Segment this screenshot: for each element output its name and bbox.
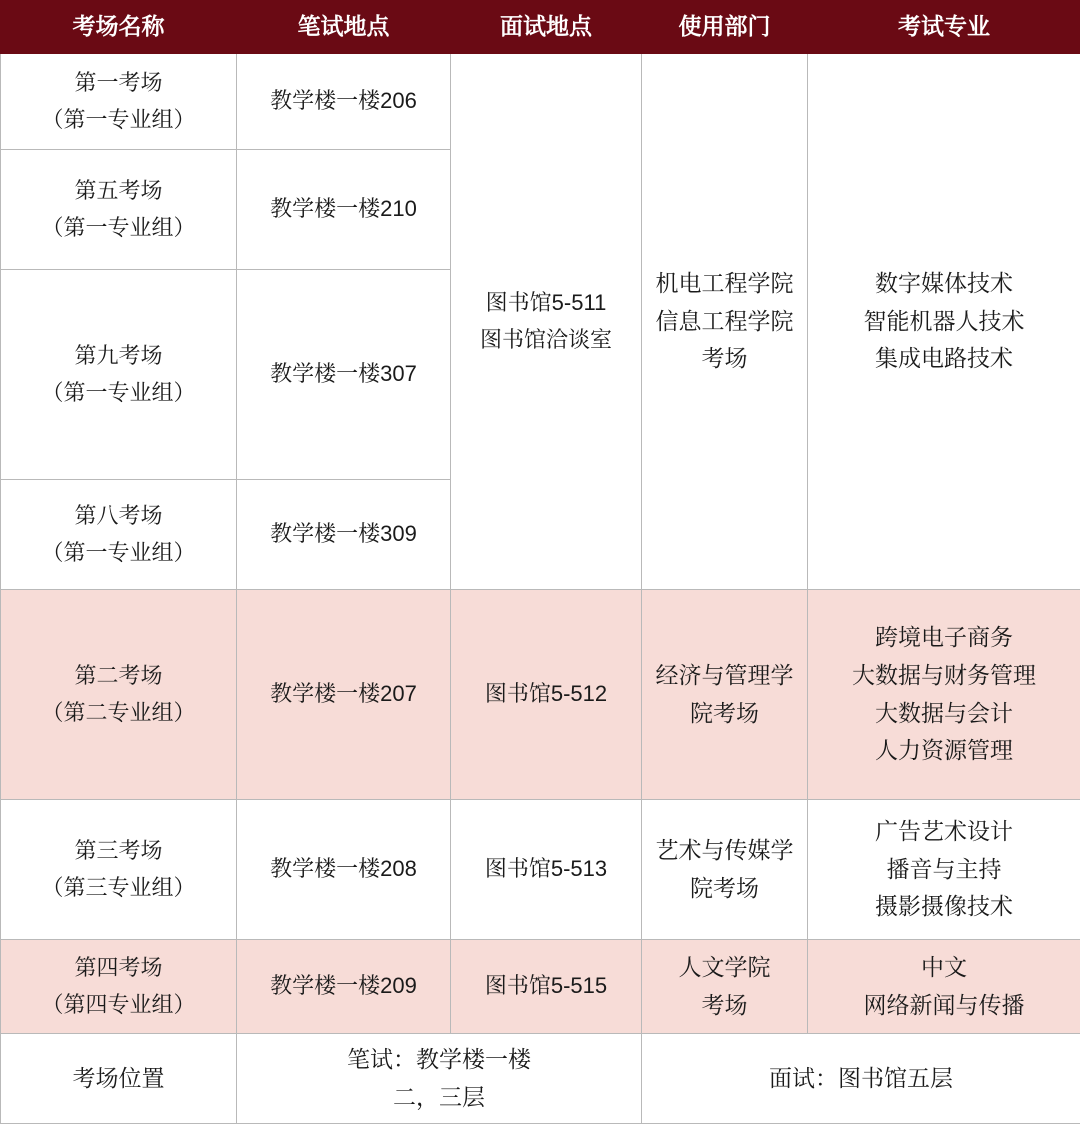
major-item: 摄影摄像技术 [812,888,1076,926]
major-cell [808,54,1080,590]
column-header-department: 使用部门 [642,1,808,54]
table-row [1,54,1080,150]
exam-room-group: （第一专业组） [5,210,232,246]
written-location-line: 笔试：教学楼一楼 [241,1041,637,1079]
major-item: 跨境电子商务 [812,619,1076,657]
department-line: 人文学院 [646,949,803,987]
department-cell [642,940,808,1034]
major-item: 人力资源管理 [812,732,1076,770]
table-row [1,800,1080,940]
exam-room-group: （第四专业组） [5,987,232,1023]
interview-place-cell [451,54,642,590]
major-cell [808,800,1080,940]
department-line: 信息工程学院 [646,303,803,341]
major-item: 数字媒体技术 [812,265,1076,303]
exam-room-name: 第四考场 [74,955,162,980]
written-place-cell: 教学楼一楼208 [237,800,451,940]
department-cell [642,590,808,800]
table-row [1,590,1080,800]
exam-room-group: （第一专业组） [5,375,232,411]
written-place-cell: 教学楼一楼209 [237,940,451,1034]
major-item: 集成电路技术 [812,340,1076,378]
table-header-row [1,1,1080,54]
exam-room-name-cell [1,590,237,800]
column-header-exam-room: 考场名称 [1,1,237,54]
exam-room-name: 第五考场 [74,178,162,203]
column-header-major: 考试专业 [808,1,1080,54]
department-line: 院考场 [646,695,803,733]
major-item: 大数据与会计 [812,695,1076,733]
exam-room-name-cell [1,270,237,480]
written-place-cell: 教学楼一楼207 [237,590,451,800]
interview-place-line: 图书馆5-511 [455,285,637,321]
major-item: 网络新闻与传播 [812,987,1076,1025]
exam-room-name-cell [1,150,237,270]
exam-room-name: 第九考场 [74,343,162,368]
column-header-interview-place: 面试地点 [451,1,642,54]
written-place-cell: 教学楼一楼206 [237,54,451,150]
department-line: 考场 [646,340,803,378]
interview-place-cell: 图书馆5-513 [451,800,642,940]
written-place-cell: 教学楼一楼307 [237,270,451,480]
major-item: 大数据与财务管理 [812,657,1076,695]
exam-room-name: 第一考场 [74,70,162,95]
department-line: 经济与管理学 [646,657,803,695]
table-row [1,940,1080,1034]
written-place-cell: 教学楼一楼309 [237,480,451,590]
exam-room-group: （第一专业组） [5,535,232,571]
exam-room-name-cell [1,480,237,590]
interview-location-summary: 面试：图书馆五层 [642,1034,1080,1124]
department-line: 考场 [646,987,803,1025]
exam-room-group: （第一专业组） [5,102,232,138]
exam-room-name: 第三考场 [74,838,162,863]
column-header-written-place: 笔试地点 [237,1,451,54]
exam-location-label: 考场位置 [1,1034,237,1124]
exam-room-name-cell [1,800,237,940]
major-cell [808,590,1080,800]
written-place-cell: 教学楼一楼210 [237,150,451,270]
department-line: 机电工程学院 [646,265,803,303]
written-location-line: 二，三层 [241,1079,637,1117]
interview-place-line: 图书馆洽谈室 [455,322,637,358]
exam-room-group: （第二专业组） [5,695,232,731]
exam-room-name: 第二考场 [74,663,162,688]
department-cell [642,54,808,590]
exam-room-name-cell [1,54,237,150]
exam-room-group: （第三专业组） [5,870,232,906]
major-item: 中文 [812,949,1076,987]
major-cell [808,940,1080,1034]
major-item: 智能机器人技术 [812,303,1076,341]
interview-place-cell: 图书馆5-515 [451,940,642,1034]
exam-room-name-cell [1,940,237,1034]
department-line: 艺术与传媒学 [646,832,803,870]
written-location-summary [237,1034,642,1124]
department-line: 院考场 [646,870,803,908]
major-item: 播音与主持 [812,851,1076,889]
department-cell [642,800,808,940]
major-item: 广告艺术设计 [812,813,1076,851]
interview-place-cell: 图书馆5-512 [451,590,642,800]
table-footer-row [1,1034,1080,1124]
exam-room-name: 第八考场 [74,503,162,528]
